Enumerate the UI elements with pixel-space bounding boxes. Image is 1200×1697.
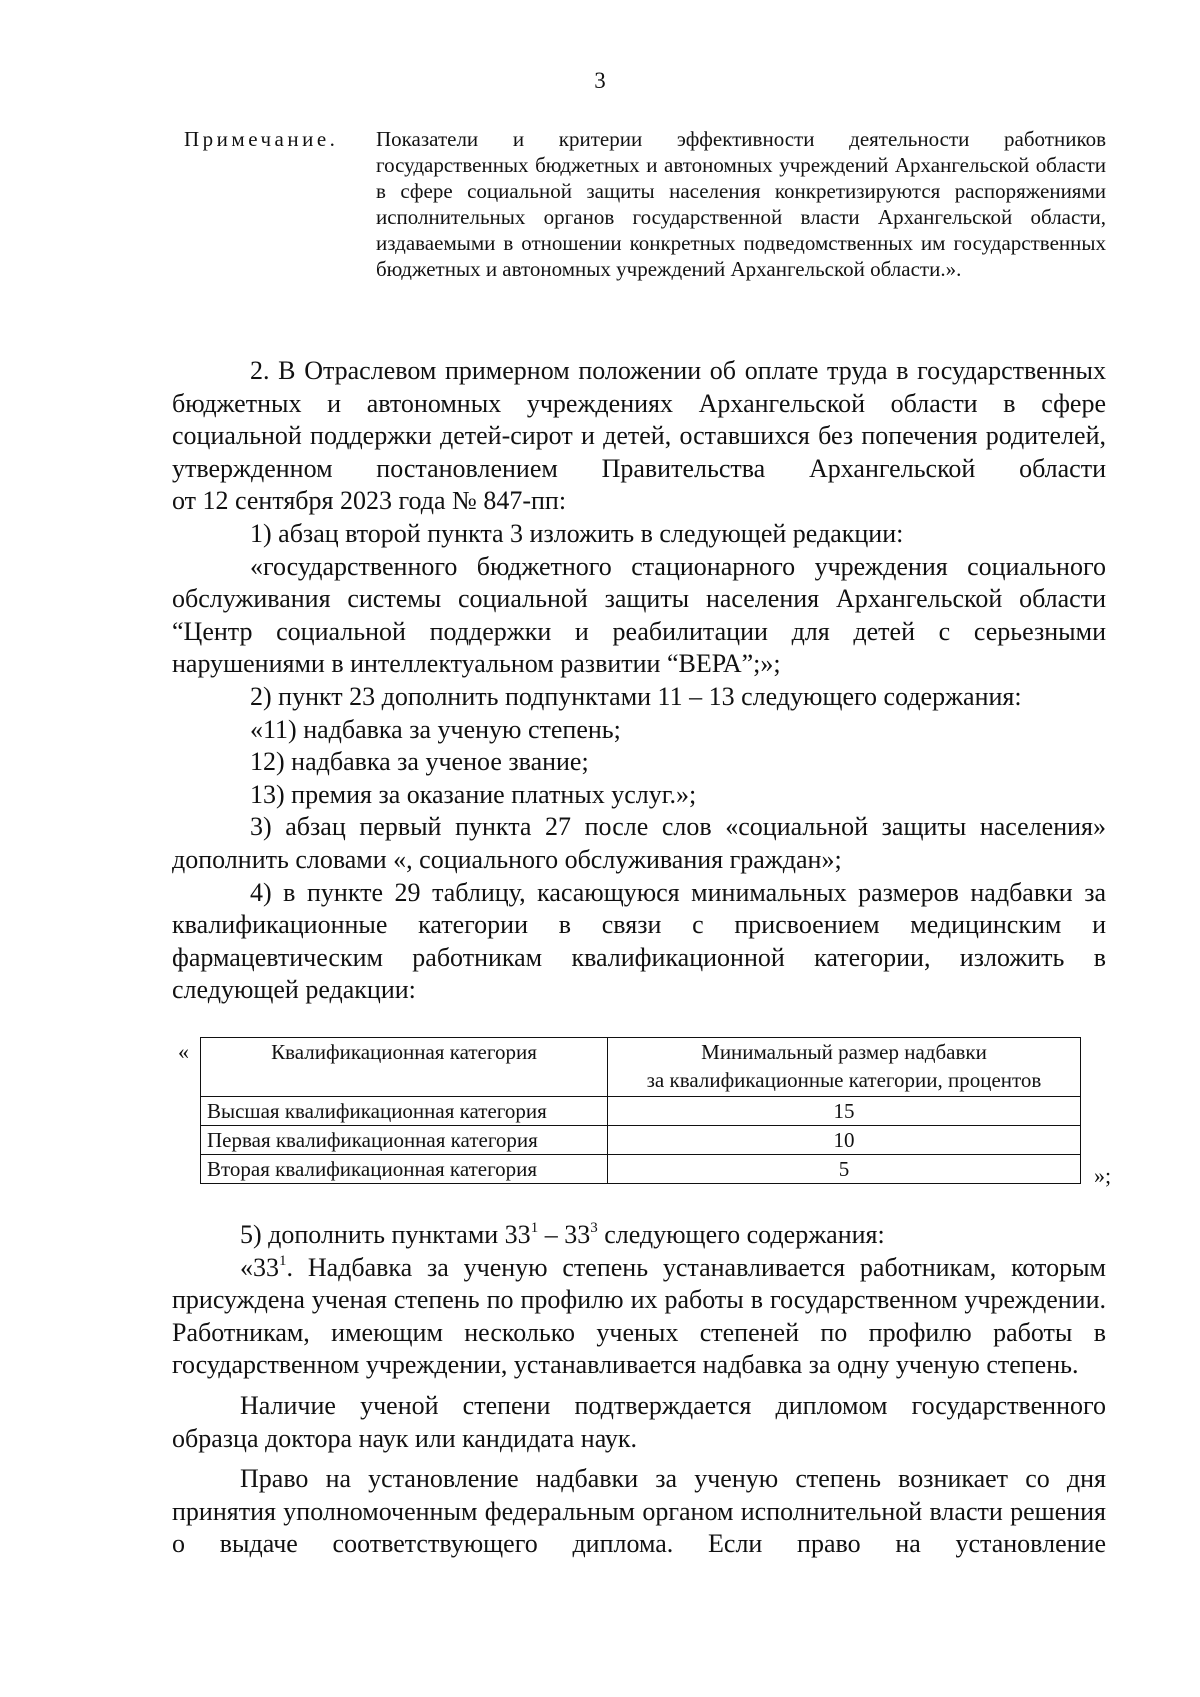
item-2-sub-12: 12) надбавка за ученое звание; bbox=[250, 747, 589, 777]
note-label: Примечание. bbox=[184, 127, 339, 151]
point-33-1-number: «33 bbox=[240, 1252, 279, 1282]
paragraph-2-date: от 12 сентября 2023 года № 847-пп: bbox=[172, 486, 567, 516]
point-33-1-text: . Надбавка за ученую степень устанавливается работникам, которым присуждена ученая степень по профилю их работы в государственном учреждении. Работникам, имеющим несколько ученых степеней по профилю работы в государственном учреждении, устанавливается надбавка за одну ученую степень. bbox=[172, 1252, 1106, 1380]
header-min-size-line2: за квалификационные категории, процентов bbox=[646, 1068, 1042, 1092]
item-5-superscript-3: 3 bbox=[590, 1220, 598, 1236]
row-value: 15 bbox=[608, 1097, 1081, 1126]
header-min-size-line1: Минимальный размер надбавки bbox=[701, 1040, 987, 1064]
header-category: Квалификационная категория bbox=[201, 1038, 608, 1097]
page-number: 3 bbox=[594, 68, 606, 93]
point-33-1-superscript: 1 bbox=[279, 1252, 287, 1269]
item-5-superscript-1: 1 bbox=[530, 1220, 539, 1236]
item-3: 3) абзац первый пункта 27 после слов «социальной защиты населения» дополнить словами «, социального обслуживания граждан»; bbox=[172, 812, 1106, 874]
item-4: 4) в пункте 29 таблицу, касающуюся минимальных размеров надбавки за квалификационные категории в связи с присвоением медицинским и фармацевтическим работникам квалификационной категории, изложить в следующей редакции: bbox=[172, 877, 1106, 1005]
row-category: Первая квалификационная категория bbox=[201, 1126, 608, 1155]
table-row bbox=[201, 1126, 1081, 1155]
item-1: 1) абзац второй пункта 3 изложить в следующей редакции: bbox=[250, 518, 904, 548]
paragraph-2: 2. В Отраслевом примерном положении об оплате труда в государственных бюджетных и автономных учреждениях Архангельской области в сфере социальной поддержки детей-сирот и детей, оставшихся без попечения родителей, утвержденном постановлением Правительства Архангельской области bbox=[172, 356, 1106, 483]
item-2-sub-11: «11) надбавка за ученую степень; bbox=[250, 714, 621, 744]
item-5-text-end: следующего содержания: bbox=[597, 1220, 885, 1249]
item-5-text-mid: – 33 bbox=[538, 1220, 591, 1249]
paragraph-diploma: Наличие ученой степени подтверждается дипломом государственного образца доктора наук или кандидата наук. bbox=[172, 1390, 1106, 1453]
item-2: 2) пункт 23 дополнить подпунктами 11 – 13 следующего содержания: bbox=[250, 681, 1022, 711]
note-text: Показатели и критерии эффективности деятельности работников государственных бюджетных и автономных учреждений Архангельской области в сфере социальной защиты населения конкретизируются распоряжениями исполнительных органов государственной власти Архангельской области, издаваемыми в отношении конкретных подведомственных им государственных бюджетных и автономных учреждений Архангельской области.». bbox=[376, 127, 1106, 281]
item-2-sub-13: 13) премия за оказание платных услуг.»; bbox=[250, 779, 697, 809]
header-min-size bbox=[608, 1038, 1081, 1097]
section-5-text bbox=[172, 1219, 1106, 1561]
row-category: Вторая квалификационная категория bbox=[201, 1155, 608, 1184]
row-value: 5 bbox=[608, 1155, 1081, 1184]
row-value: 10 bbox=[608, 1126, 1081, 1155]
row-category: Высшая квалификационная категория bbox=[201, 1097, 608, 1126]
main-text bbox=[172, 355, 1106, 1007]
item-1-quote: «государственного бюджетного стационарного учреждения социального обслуживания системы социальной защиты населения Архангельской области “Центр социальной поддержки и реабилитации для детей с серьезными нарушениями в интеллектуальном развитии “ВЕРА”;»; bbox=[172, 551, 1106, 679]
qualification-table bbox=[200, 1037, 1081, 1184]
table-close-quote: »; bbox=[1094, 1163, 1112, 1188]
table-header-row bbox=[201, 1038, 1081, 1097]
paragraph-right: Право на установление надбавки за ученую степень возникает со дня принятия уполномоченным федеральным органом исполнительной власти решения о выдаче соответствующего диплома. Если право на установление bbox=[172, 1464, 1106, 1559]
table-row bbox=[201, 1097, 1081, 1126]
note-block bbox=[184, 126, 1106, 282]
point-33-1 bbox=[172, 1252, 1106, 1382]
item-5-text-start: 5) дополнить пунктами 33 bbox=[240, 1220, 531, 1249]
table-row bbox=[201, 1155, 1081, 1184]
item-5 bbox=[172, 1219, 1106, 1252]
table-open-quote: « bbox=[178, 1039, 189, 1064]
